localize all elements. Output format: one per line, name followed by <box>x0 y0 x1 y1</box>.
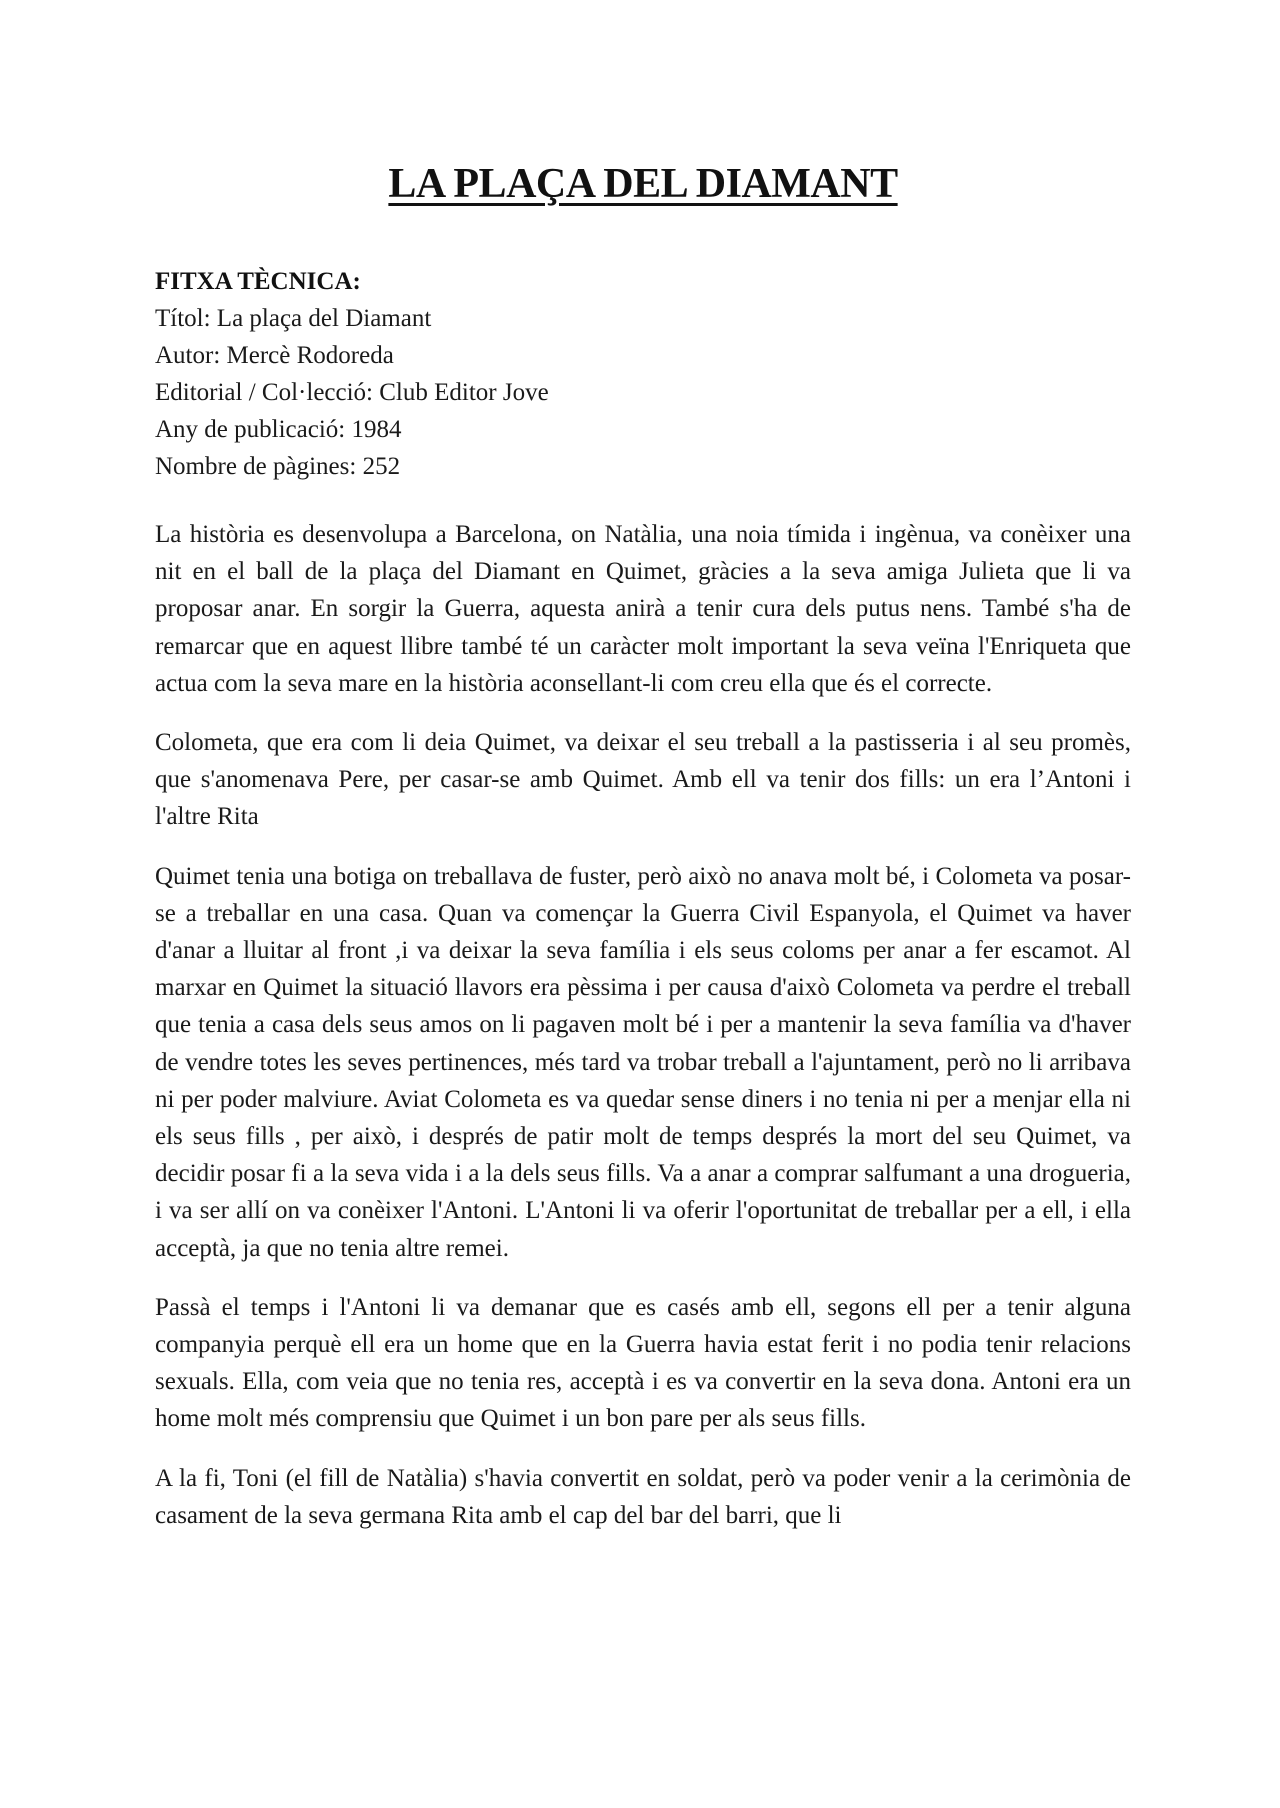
tech-sheet-year: Any de publicació: 1984 <box>155 416 402 443</box>
tech-sheet-title: Títol: La plaça del Diamant <box>155 305 432 332</box>
document-title: LA PLAÇA DEL DIAMANT <box>388 161 898 207</box>
tech-sheet-publisher: Editorial / Col·lecció: Club Editor Jove <box>155 379 549 406</box>
document-body <box>155 150 1131 1556</box>
tech-sheet-author: Autor: Mercè Rodoreda <box>155 342 394 369</box>
tech-sheet-pages: Nombre de pàgines: 252 <box>155 453 401 480</box>
tech-sheet-heading: FITXA TÈCNICA: <box>155 268 361 295</box>
paragraph-colometa: Colometa, que era com li deia Quimet, va deixar el seu treball a la pastisseria i al seu promès, que s'anomenava Pere, per casar-se amb Quimet. Amb ell va tenir dos fills: un era l’Antoni i l'altre Rita <box>155 729 1131 831</box>
paragraph-antoni: Passà el temps i l'Antoni li va demanar que es casés amb ell, segons ell per a tenir alguna companyia perquè ell era un home que en la Guerra havia estat ferit i no podia tenir relacions sexuals. Ella, com veia que no tenia res, acceptà i es va convertir en la seva dona. Antoni era un home molt més comprensiu que Quimet i un bon pare per als seus fills. <box>155 1293 1131 1433</box>
tech-sheet <box>155 263 1131 485</box>
paragraph-quimet: Quimet tenia una botiga on treballava de fuster, però això no anava molt bé, i Colometa va posar-se a treballar en una casa. Quan va començar la Guerra Civil Espanyola, el Quimet va haver d'anar a lluitar al front ,i va deixar la seva família i els seus coloms per anar a fer escamot. Al marxar en Quimet la situació llavors era pèssima i per causa d'això Colometa va perdre el treball que tenia a casa dels seus amos on li pagaven molt bé i per a mantenir la seva família va d'haver de vendre totes les seves pertinences, més tard va trobar treball a l'ajuntament, però no li arribava ni per poder malviure. Aviat Colometa es va quedar sense diners i no tenia ni per a menjar ella ni els seus fills , per això, i després de patir molt de temps després la mort del seu Quimet, va decidir posar fi a la seva vida i a la dels seus fills. Va a anar a comprar salfumant a una drogueria, i va ser allí on va conèixer l'Antoni. L'Antoni li va oferir l'oportunitat de treballar per a ell, i ella acceptà, ja que no tenia altre remei. <box>155 862 1131 1262</box>
paragraph-ending: A la fi, Toni (el fill de Natàlia) s'havia convertit en soldat, però va poder venir a la cerimònia de casament de la seva germana Rita amb el cap del bar del barri, que li <box>155 1464 1131 1529</box>
paragraph-intro: La història es desenvolupa a Barcelona, on Natàlia, una noia tímida i ingènua, va conèixer una nit en el ball de la plaça del Diamant en Quimet, gràcies a la seva amiga Julieta que li va proposar anar. En sorgir la Guerra, aquesta anirà a tenir cura dels putus nens. També s'ha de remarcar que en aquest llibre també té un caràcter molt important la seva veïna l'Enriqueta que actua com la seva mare en la història aconsellant-li com creu ella que és el correcte. <box>155 521 1131 697</box>
